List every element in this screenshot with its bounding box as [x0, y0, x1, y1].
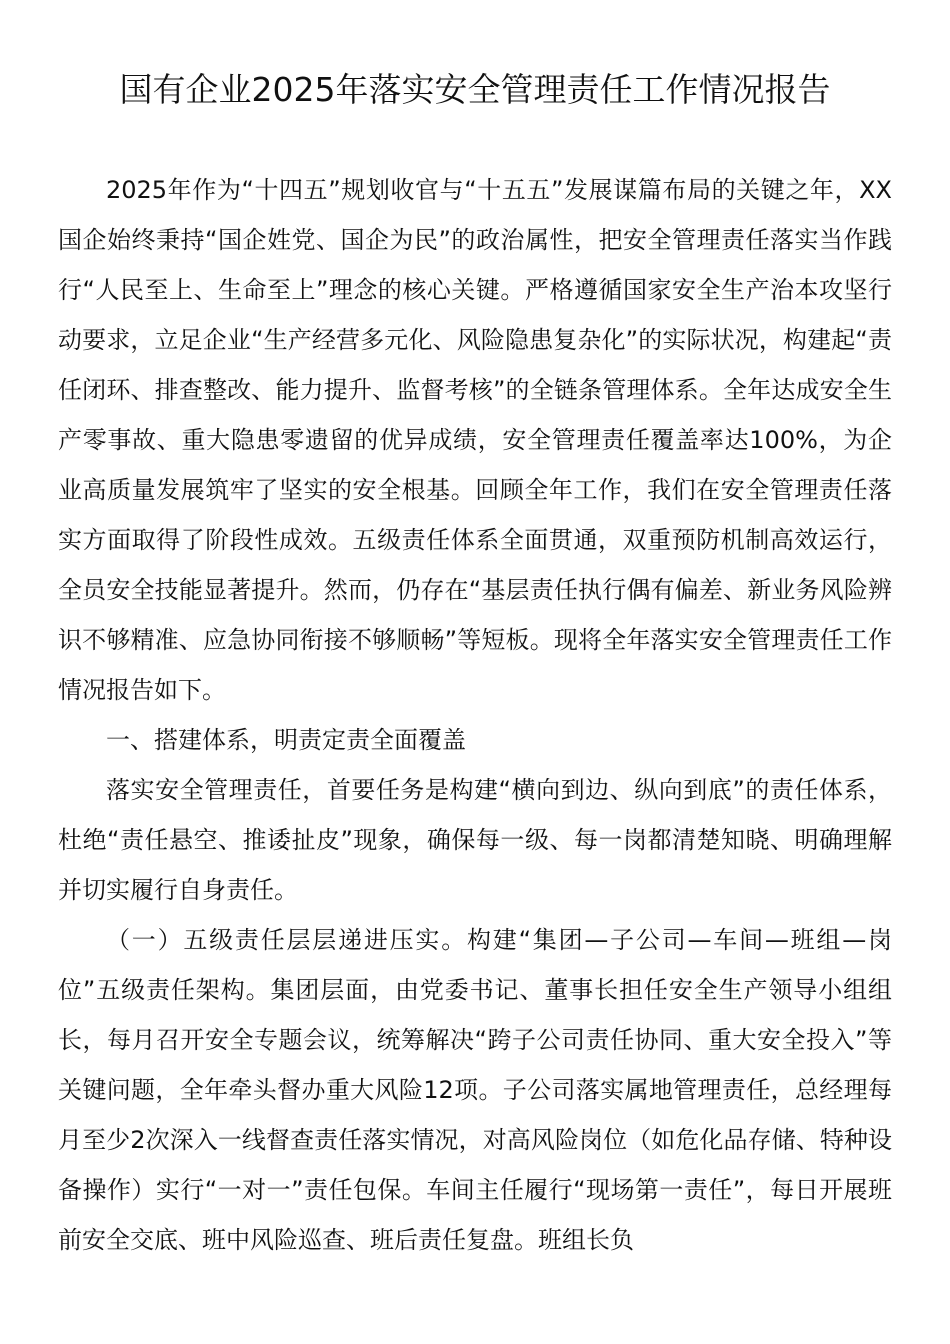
section-heading-1: 一、搭建体系，明责定责全面覆盖 — [106, 726, 466, 754]
section-1-paragraph: 落实安全管理责任，首要任务是构建“横向到边、纵向到底”的责任体系，杜绝“责任悬空、推诿扯皮”现象，确保每一级、每一岗都清楚知晓、明确理解并切实履行自身责任。 — [58, 776, 892, 904]
intro-paragraph: 2025年作为“十四五”规划收官与“十五五”发展谋篇布局的关键之年，XX国企始终秉持“国企姓党、国企为民”的政治属性，把安全管理责任落实当作践行“人民至上、生命至上”理念的核心关键。严格遵循国家安全生产治本攻坚行动要求，立足企业“生产经营多元化、风险隐患复杂化”的实际状况，构建起“责任闭环、排查整改、能力提升、监督考核”的全链条管理体系。全年达成安全生产零事故、重大隐患零遗留的优异成绩，安全管理责任覆盖率达100%，为企业高质量发展筑牢了坚实的安全根基。回顾全年工作，我们在安全管理责任落实方面取得了阶段性成效。五级责任体系全面贯通，双重预防机制高效运行，全员安全技能显著提升。然而，仍存在“基层责任执行偶有偏差、新业务风险辨识不够精准、应急协同衔接不够顺畅”等短板。现将全年落实安全管理责任工作情况报告如下。 — [58, 176, 892, 704]
document-body — [58, 165, 892, 1265]
document-title: 国有企业2025年落实安全管理责任工作情况报告 — [119, 70, 831, 109]
subsection-1-paragraph: （一）五级责任层层递进压实。构建“集团—子公司—车间—班组—岗位”五级责任架构。集团层面，由党委书记、董事长担任安全生产领导小组组长，每月召开安全专题会议，统筹解决“跨子公司责任协同、重大安全投入”等关键问题，全年牵头督办重大风险12项。子公司落实属地管理责任，总经理每月至少2次深入一线督查责任落实情况，对高风险岗位（如危化品存储、特种设备操作）实行“一对一”责任包保。车间主任履行“现场第一责任”，每日开展班前安全交底、班中风险巡查、班后责任复盘。班组长负 — [58, 926, 892, 1254]
